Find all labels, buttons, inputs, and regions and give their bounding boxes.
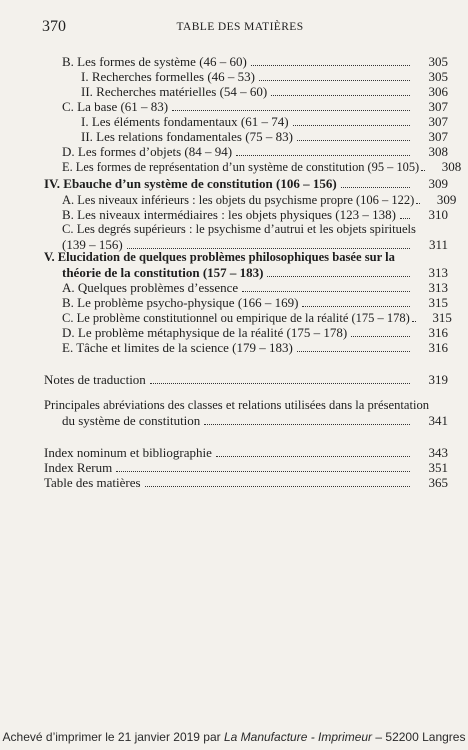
toc-entry: Principales abréviations des classes et relations utilisées dans la présentation du système de constitution 341 bbox=[44, 398, 448, 428]
toc-page-number: 308 bbox=[428, 144, 448, 159]
toc-page-number: 305 bbox=[428, 54, 448, 69]
running-title: TABLE DES MATIÈRES bbox=[176, 21, 304, 33]
toc-entry: A. Quelques problèmes d’essence 313 bbox=[62, 280, 448, 295]
toc-entry: Index nominum et bibliographie 343 bbox=[44, 445, 448, 460]
toc-entry: I. Les éléments fondamentaux (61 – 74) 307 bbox=[81, 114, 448, 129]
toc-page-number: 308 bbox=[441, 159, 462, 174]
toc-entry: Notes de traduction 319 bbox=[44, 372, 448, 387]
toc-page-number: 343 bbox=[428, 445, 448, 460]
toc-entry: A. Les niveaux inférieurs : les objets du psychisme propre (106 – 122) 309 bbox=[62, 192, 457, 207]
toc-entry: C. Le problème constitutionnel ou empirique de la réalité (175 – 178) 315 bbox=[62, 310, 452, 325]
toc-page-number: 311 bbox=[428, 237, 448, 252]
toc-entry: C. Les degrés supérieurs : le psychisme d’autrui et les objets spirituels (139 – 156) 311 bbox=[62, 222, 448, 252]
toc-entry: B. Les formes de système (46 – 60) 305 bbox=[62, 54, 448, 69]
toc-page-number: 313 bbox=[428, 280, 448, 295]
toc-page-number: 341 bbox=[428, 413, 448, 428]
page-number: 370 bbox=[42, 18, 66, 35]
toc-entry: B. Les niveaux intermédiaires : les objets physiques (123 – 138) 310 bbox=[62, 207, 448, 222]
toc-section-entry: IV. Ebauche d’un système de constitution (106 – 156) 309 bbox=[44, 176, 448, 191]
toc-entry: I. Recherches formelles (46 – 53) 305 bbox=[81, 69, 448, 84]
toc-page-number: 365 bbox=[428, 475, 448, 490]
toc-section-entry: V. Elucidation de quelques problèmes philosophiques basée sur la théorie de la constitution (157 – 183) 313 bbox=[44, 250, 448, 280]
toc-entry: Index Rerum 351 bbox=[44, 460, 448, 475]
toc-page-number: 313 bbox=[428, 265, 448, 280]
toc-page-number: 316 bbox=[428, 340, 448, 355]
toc-entry: D. Les formes d’objets (84 – 94) 308 bbox=[62, 144, 448, 159]
toc-page-number: 307 bbox=[428, 129, 448, 144]
toc-entry: Table des matières 365 bbox=[44, 475, 448, 490]
toc-page-number: 307 bbox=[428, 99, 448, 114]
page-header bbox=[42, 18, 438, 38]
toc-entry: C. La base (61 – 83) 307 bbox=[62, 99, 448, 114]
toc-page-number: 315 bbox=[428, 295, 448, 310]
toc-page-number: 315 bbox=[432, 310, 452, 325]
toc-entry: E. Les formes de représentation d’un système de constitution (95 – 105) 308 bbox=[62, 159, 462, 174]
toc-page-number: 316 bbox=[428, 325, 448, 340]
toc-page-number: 305 bbox=[428, 69, 448, 84]
toc-entry: II. Recherches matérielles (54 – 60) 306 bbox=[81, 84, 448, 99]
printer-colophon: Achevé d’imprimer le 21 janvier 2019 par La Manufacture - Imprimeur – 52200 Langres bbox=[2, 730, 466, 744]
toc-page-number: 319 bbox=[428, 372, 448, 387]
toc-page-number: 309 bbox=[436, 192, 457, 207]
toc-page-number: 306 bbox=[428, 84, 448, 99]
toc-entry: E. Tâche et limites de la science (179 – 183) 316 bbox=[62, 340, 448, 355]
toc-page-number: 309 bbox=[428, 176, 448, 191]
toc-entry: II. Les relations fondamentales (75 – 83) 307 bbox=[81, 129, 448, 144]
toc-page-number: 307 bbox=[428, 114, 448, 129]
toc-entry: D. Le problème métaphysique de la réalité (175 – 178) 316 bbox=[62, 325, 448, 340]
toc-page-number: 310 bbox=[428, 207, 448, 222]
toc-entry: B. Le problème psycho-physique (166 – 169) 315 bbox=[62, 295, 448, 310]
toc-page-number: 351 bbox=[428, 460, 448, 475]
